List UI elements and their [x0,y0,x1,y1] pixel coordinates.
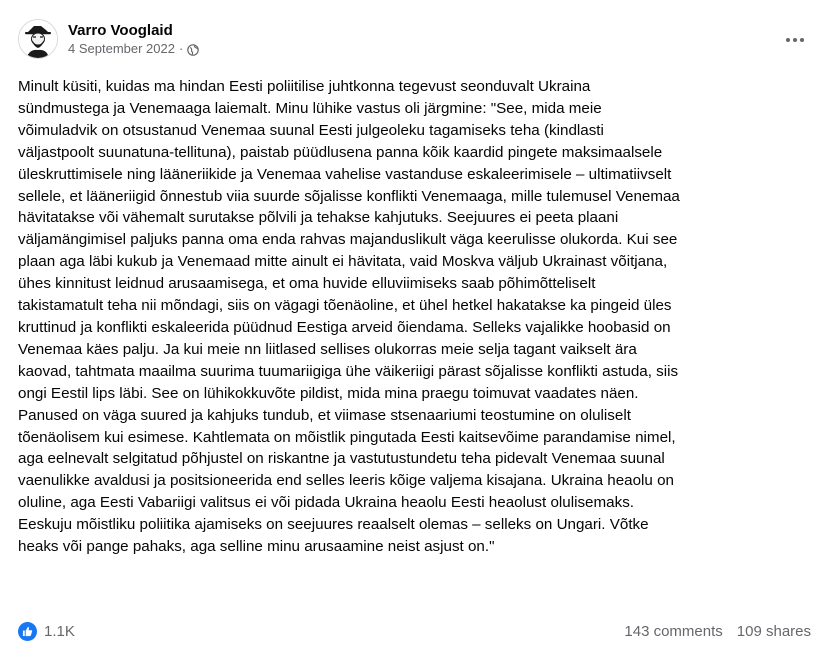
shares-count-link[interactable]: 109 shares [736,622,811,640]
author-block [68,21,199,58]
engagement-stats [624,623,811,640]
post-footer [18,619,811,643]
like-icon [18,622,37,641]
post-date[interactable]: 4 September 2022 [68,40,175,56]
globe-icon [187,43,199,55]
post-body-text: Minult küsiti, kuidas ma hindan Eesti poliitilise juhtkonna tegevust seonduvalt Ukraina sündmustega ja Venemaaga laiemalt. Minu lühike vastus oli järgmine: "See, mida meie võimuladvik on otsustanud Venemaa suunal Eesti julgeoleku tagamiseks teha (kindlasti väljastpoolt suunatuna-tellituna), paistab püüdlusena panna kõik kaardid pingete maksimaalsele üleskruttimisele ning lääneriikide ja Venemaa vahelise vastanduse eskaleerimisele – ultimatiivselt sellele, et lääneriigid õnnestub viia suurde sõjalisse konflikti Venemaaga, mille tulemusel Venemaa hävitatakse või vähemalt surutakse põlvili ja tehakse kahjutuks. Seejuures ei peeta plaani väljamängimisel paljuks panna oma enda rahvas majanduslikult väga keerulisse olukorda. Kui see plaan aga läbi kukub ja Venemaad mitte ainult ei hävitata, vaid Moskva väljub Ukrainast võitjana, ühes kinnitust leidnud arusaamisega, et oma huvide elluviimiseks saab põhimõtteliselt takistamatult teha nii mõndagi, siis on vägagi tõenäoline, et ühel hetkel hakatakse ka pingeid üles kruttinud ja konflikti eskaleerida püüdnud Eestiga arveid õiendama. Selleks vajalikke hoobasid on Venemaa käes palju. Ja kui meie nn liitlased sellises olukorras meie selja tagant vaikselt ära kaovad, tahtmata maailma suurima tuumariigiga ühe väikeriigi pärast sõjalisse konflikti astuda, siis ongi Eestil lips läbi. See on lühikokkuvõte pildist, mida mina praegu toimuvat vaadates näen. Panused on väga suured ja kahjuks tundub, et viimase stsenaariumi teostumine on oluliselt tõenäolisem kui esimese. Kahtlemata on mõistlik pingutada Eesti kaitsevõime parandamise nimel, aga eelnevalt selgitatud põhjustel on riskantne ja vastutustundetu teha pidevalt Venemaa suunal vaenulikke avaldusi ja positsioneerida end selles leeris kõige valjema kisajana. Ukraina heaolu on oluline, aga Eesti Vabariigi valitsus ei või pidada Ukraina heaolu Eesti heaolust olulisemaks. Eeskuju mõistliku poliitika ajamiseks on seejuures reaalselt olemas – selleks on Ungari. Võtke heaks või pange pahaks, aga selline minu arusaamine neist asjust on." [18,78,680,556]
author-avatar[interactable] [18,19,58,59]
more-options-icon [785,37,805,43]
author-name[interactable]: Varro Vooglaid [68,21,173,39]
meta-separator: · [178,40,184,56]
comments-count-link[interactable]: 143 comments [624,622,723,640]
post-meta [68,40,199,58]
reactions-summary[interactable] [18,622,75,641]
reactions-count: 1.1K [44,622,75,640]
more-options-button[interactable] [777,26,813,54]
post-header [18,14,199,64]
avatar-portrait-icon [19,20,57,58]
